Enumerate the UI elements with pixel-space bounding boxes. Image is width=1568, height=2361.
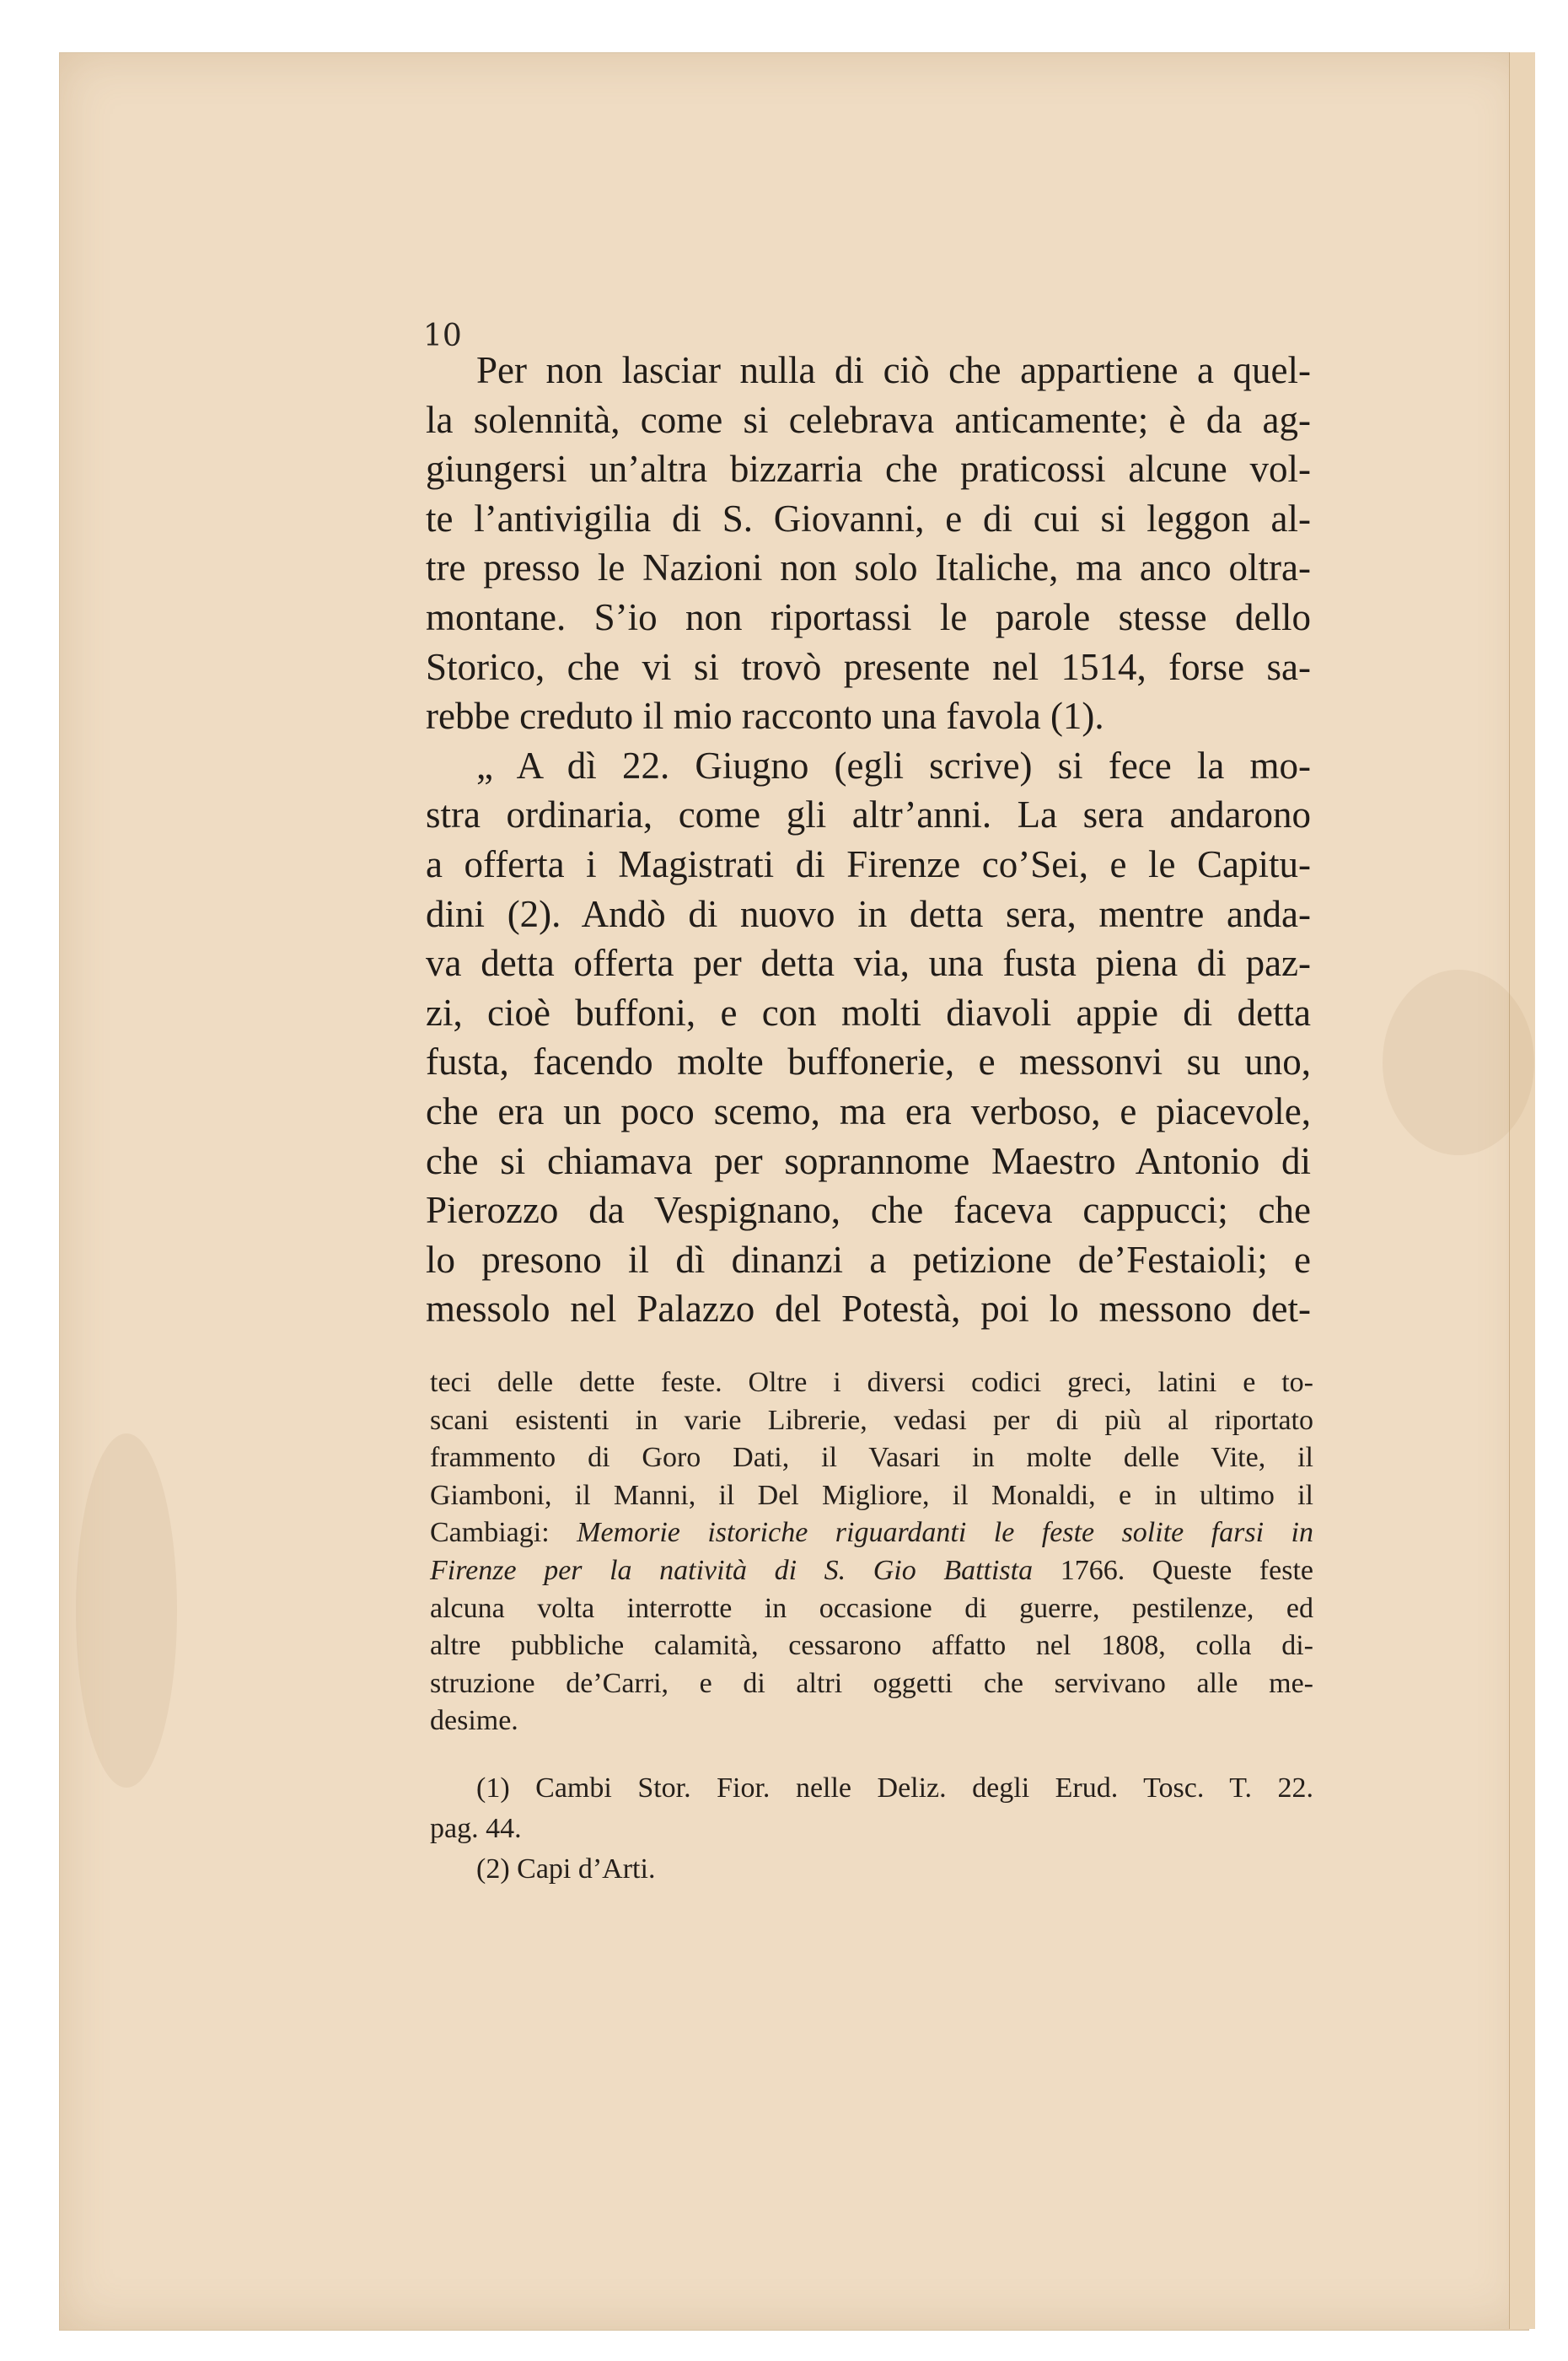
- note-line: [430, 1514, 1313, 1552]
- footnote-2: (2) Capi d’Arti.: [476, 1853, 656, 1885]
- note-italic-title: Memorie istoriche riguardanti le feste solite farsi in: [577, 1517, 1313, 1549]
- text-line: te l’antivigilia di S. Giovanni, e di cui si leggon al-: [426, 497, 1311, 540]
- paper-stain: [76, 1433, 177, 1788]
- note-line: [430, 1552, 1313, 1590]
- note-line: altre pubbliche calamità, cessarono affatto nel 1808, colla di-: [430, 1630, 1313, 1662]
- text-line: montane. S’io non riportassi le parole stesse dello: [426, 595, 1311, 638]
- page-fold-strip: [1509, 52, 1535, 2329]
- note-line: desime.: [430, 1705, 518, 1737]
- text-line: „ A dì 22. Giugno (egli scrive) si fece la mo-: [476, 744, 1311, 787]
- text-line: che si chiamava per soprannome Maestro Antonio di: [426, 1139, 1311, 1182]
- note-italic-title: Firenze per la natività di S. Gio Battista: [430, 1554, 1034, 1586]
- note-line: struzione de’Carri, e di altri oggetti che servivano alle me-: [430, 1667, 1313, 1699]
- text-line: a offerta i Magistrati di Firenze co’Sei, e le Capitu-: [426, 842, 1311, 885]
- text-line: lo presono il dì dinanzi a petizione de’Festaioli; e: [426, 1238, 1311, 1281]
- text-line: messolo nel Palazzo del Potestà, poi lo messono det-: [426, 1288, 1311, 1331]
- note-line: alcuna volta interrotte in occasione di guerre, pestilenze, ed: [430, 1592, 1313, 1624]
- text-line: la solennità, come si celebrava anticamente; è da ag-: [426, 398, 1311, 441]
- text-line: stra ordinaria, come gli altr’anni. La sera andarono: [426, 793, 1311, 836]
- text-line: che era un poco scemo, ma era verboso, e piacevole,: [426, 1089, 1311, 1132]
- note-line: scani esistenti in varie Librerie, vedasi per di più al riportato: [430, 1404, 1313, 1436]
- text-line: Per non lasciar nulla di ciò che appartiene a quel-: [476, 349, 1311, 391]
- text-line: Storico, che vi si trovò presente nel 1514, forse sa-: [426, 645, 1311, 688]
- text-line: Pierozzo da Vespignano, che faceva cappucci; che: [426, 1189, 1311, 1232]
- text-line: giungersi un’altra bizzarria che praticossi alcune vol-: [426, 448, 1311, 491]
- text-line: fusta, facendo molte buffonerie, e messonvi su uno,: [426, 1041, 1311, 1084]
- note-line: frammento di Goro Dati, il Vasari in molte delle Vite, il: [430, 1442, 1313, 1474]
- note-line: Giamboni, il Manni, il Del Migliore, il Monaldi, e in ultimo il: [430, 1479, 1313, 1511]
- note-text: 1766. Queste feste: [1033, 1554, 1313, 1586]
- text-line: rebbe creduto il mio racconto una favola (1).: [426, 695, 1104, 738]
- text-line: zi, cioè buffoni, e con molti diavoli appie di detta: [426, 991, 1311, 1034]
- note-text: Cambiagi:: [430, 1517, 577, 1549]
- text-line: tre presso le Nazioni non solo Italiche, ma anco oltra-: [426, 546, 1311, 589]
- page-number: 10: [423, 319, 462, 353]
- footnote-1-continuation: pag. 44.: [430, 1813, 522, 1844]
- continued-footnote: [430, 1364, 1313, 1740]
- text-line: va detta offerta per detta via, una fusta piena di paz-: [426, 942, 1311, 985]
- footnote-1: (1) Cambi Stor. Fior. nelle Deliz. degli Erud. Tosc. T. 22.: [476, 1772, 1313, 1804]
- main-text: [426, 346, 1311, 1334]
- text-line: dini (2). Andò di nuovo in detta sera, mentre anda-: [426, 892, 1311, 935]
- note-line: teci delle dette feste. Oltre i diversi codici greci, latini e to-: [430, 1367, 1313, 1398]
- paper-stain: [1383, 970, 1534, 1155]
